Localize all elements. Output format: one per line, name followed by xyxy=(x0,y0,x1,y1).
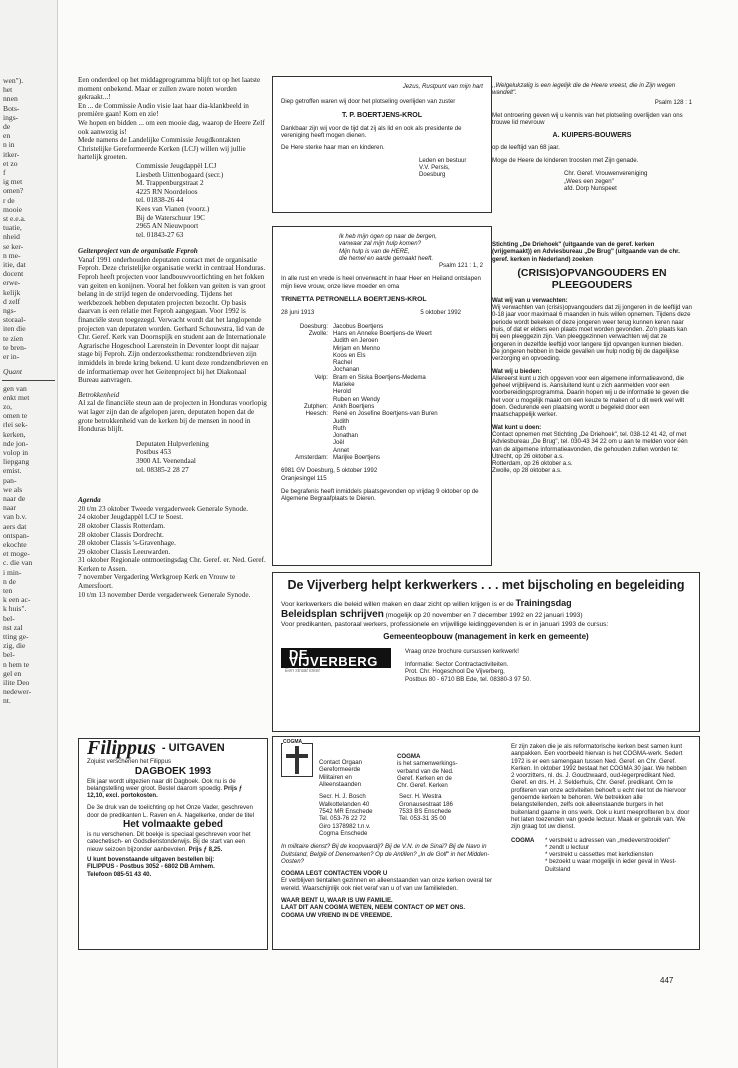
secr-line: 7533 BS Enschede xyxy=(399,808,452,816)
filippus-dagboek-title: DAGBOEK 1993 xyxy=(134,765,212,777)
family-place xyxy=(281,366,333,373)
vijverberg-title: De Vijverberg helpt kerkwerkers . . . met bijscholing en begeleiding xyxy=(287,578,685,592)
address-line: tel. 01838-26 44 xyxy=(136,196,184,205)
notice-wish: Moge de Heere de kinderen troosten met Zijn genade. xyxy=(492,157,639,165)
driehoek-title: (CRISIS)OPVANGOUDERS EN PLEEGOUDERS xyxy=(517,266,667,291)
list-item: * verstrekt u cassettes met kerkdiensten xyxy=(545,851,654,859)
gutter-text-line: nedewer- xyxy=(3,687,32,697)
family-place xyxy=(281,359,333,366)
vijverberg-line2: Voor predikanten, pastoraal werkers, professionele en vrijwillige leidinggevenden is er in januari 1993 de cursus: xyxy=(281,620,609,628)
gutter-text-line: van b.v. xyxy=(3,512,27,522)
gutter-text-line: docent xyxy=(3,269,24,279)
family-row xyxy=(281,345,483,352)
call-line: COGMA UW VRIEND IN DE VREEMDE. xyxy=(281,911,393,919)
vijverberg-cursus: Gemeenteopbouw (management in kerk en gemeente) xyxy=(383,631,589,641)
family-place xyxy=(281,352,333,359)
family-place: Velp: xyxy=(314,373,328,381)
gutter-text-line: omen te xyxy=(3,411,28,421)
filippus-druk: De 3e druk van de toelichting op het Onze Vader, geschreven door de predikanten L. Raven en A. Nagelkerke, onder de titel xyxy=(87,804,255,819)
list-item: * verstrekt u adressen van „medeverstrooiden" xyxy=(545,836,671,844)
date-line: Zwolle, op 28 oktober a.s. xyxy=(492,467,562,475)
secr-line: Walkottelanden 40 xyxy=(319,800,370,808)
address-line: Commissie Jeugdappèl LCJ xyxy=(136,161,217,170)
address-line: tel. 01843-27 63 xyxy=(136,230,184,239)
family-row xyxy=(281,396,483,403)
family-names: Joël xyxy=(333,439,345,447)
signature-line: Doesburg xyxy=(419,171,446,179)
agenda-item: 10 t/m 13 november Derde vergaderweek Generale Synode. xyxy=(78,590,251,599)
geiten-text: Vanaf 1991 onderhouden deputaten contact met de organisatie Feproh. Deze christelijke organisatie werkt in centraal Honduras. Feproh heeft projecten voor landbouwvoorlichting en het fokken van geiten en konijnen. Vooral het fokken van geiten is van groot belang in de strijd tegen de ondervoeding. Tijdens het werkbezoek hebben deputaten projecten bezocht. Op basis daarvan is een relatie met Feproh aangegaan. Voor 1992 is financiële steun toegezegd. Verwacht wordt dat het langlopende projecten van deputaten worden. Gerhard Schouwstra, lid van de Chr. Geref. Kerk van Doornspijk en student aan de Internationale Agrarische Hogeschool Larenstein in Deventer loopt dit najaar stage bij Feproh. Zijn onderzoeksthema: rondzendbrieven zijn inmiddels in brede kring bekend. U kunt deze rondzendbrieven en de informatiemap over het Geitenproject bij het Diakonaal Bureau aanvragen. xyxy=(78,255,269,385)
cogma-right-line: Geref. Kerken en de xyxy=(397,774,452,782)
notice-kuipers-bouwers xyxy=(484,76,700,226)
gutter-text-line: c. die van xyxy=(3,558,33,568)
address-line: 4225 RN Noordeloos xyxy=(136,187,198,196)
list-item: * zendt u lectuur xyxy=(545,843,590,851)
gutter-text-line: i min- xyxy=(3,567,22,577)
gutter-text-line: het xyxy=(3,85,13,95)
notice-quote: ,,Welgelukzalig is een iegelijk die de Heere vreest, die in Zijn wegen wandelt". xyxy=(492,82,676,97)
quote-line: die hemel en aarde gemaakt heeft. xyxy=(339,254,434,262)
secr-line: Tel. 053-76 22 72 xyxy=(319,815,367,823)
family-names: Hans en Anneke Boertjens-de Weert xyxy=(333,329,432,337)
intro-paragraph: We hopen en bidden ... om een mooie dag, waarop de Heere Zelf ook aanwezig is! xyxy=(78,118,265,136)
gutter-text-line: en xyxy=(3,131,11,141)
agenda-item: 31 oktober Regionale ontmoetingsdag Chr. Geref. er. Ned. Geref. Kerken te Assen. xyxy=(78,556,266,573)
secr-line: Cogma Enschede xyxy=(319,829,368,837)
betrokken-heading: Betrokkenheid xyxy=(78,390,120,399)
ad-filippus xyxy=(78,738,268,950)
address-line: Oranjesingel 115 xyxy=(281,474,327,482)
notice-psalm: Psalm 128 : 1 xyxy=(654,98,692,106)
secr-line: Secr. H. Westra xyxy=(399,793,442,801)
cogma-right-text: Er zijn zaken die je als reformatorische kerken best samen kunt aanpakken. Een voorbeeld hiervan is het COGMA-werk. Sedert 1972 is er een samengaan tussen Ned. Geref. en Chr. Geref. Kerken. In oktober 1992 bestaat het COGMA 30 jaar. We hebben 2 voorzitters, nl. ds. J. Goudzwaard, oud-legerpredikant Ned. Geref. en drs. H. J. Selderhuis, Chr. Geref. predikant. Om te profiteren van onze activiteiten behoeft u echt niet tot de hiervoor genoemde kerken te behoren. We betrekken alle belangstellenden, zelfs ook alleenstaande burgers in het buitenland gaarne in ons werk. Ook u kunt meeprofiteren b.v. door het laten toezenden van goede lectuur. Maak er gebruik van. We zijn graag tot uw dienst. xyxy=(511,743,690,831)
gutter-text-line: iten die xyxy=(3,324,26,334)
family-names: Mirjam en Menno xyxy=(333,344,381,352)
driehoek-h2: Wat wij u bieden: xyxy=(492,367,542,375)
gutter-text-line: bel- xyxy=(3,613,15,623)
address-line: Deputaten Hulpverlening xyxy=(136,439,209,448)
intro-paragraph: En ... de Commissie Audio visie laat haar dia-klankbeeld in première gaan! Kom en zie! xyxy=(78,101,249,119)
driehoek-header: Stichting „De Driehoek" (uitgaande van de geref. kerken (vrijgemaakt)) en Adviesbureau „De Brug" (uitgaande van de chr. geref. kerken in Nederland) zoeken xyxy=(492,241,680,263)
notice-text: Dankbaar zijn wij voor de tijd dat zij als lid en ook als presidente de vereniging heeft mogen dienen. xyxy=(281,124,462,140)
family-place xyxy=(281,447,333,454)
secr-line: Gronausestraat 186 xyxy=(399,800,453,808)
driehoek-p1: Wij verwachten van (crisis)opvangouders dat zij jongeren in de leeftijd van 0-18 jaar voor maximaal 6 maanden in huis willen opnemen. Tijdens deze periode wordt bekeken of deze jongeren weer terug kunnen keren naar huis, of dat er elders een plaats moet worden gevonden. Zo'n plaats kan bij een pleeggezin zijn. Van pleeggezinnen verwachten wij dat ze jongeren in dezelfde leeftijd voor langere tijd opvangen kunnen bieden. De jongeren hebben in beide gevallen uw hulp nodig bij de dagelijkse verzorging en opvoeding. xyxy=(492,304,692,363)
cogma-right-line: is het samenwerkings- xyxy=(397,760,458,768)
cogma-list-label: COGMA xyxy=(511,836,535,844)
family-row xyxy=(281,359,483,366)
address-line: 6981 GV Doesburg, 5 oktober 1992 xyxy=(281,467,378,475)
gutter-text-line: ig met xyxy=(3,177,23,187)
signature-line: afd. Dorp Nunspeet xyxy=(564,184,617,192)
gutter-text-line: nnen xyxy=(3,94,18,104)
notice-age: op de leeftijd van 68 jaar. xyxy=(492,143,560,151)
filippus-gebed-price: Prijs ƒ 8,25. xyxy=(188,845,223,853)
gutter-text-line: te zien xyxy=(3,333,24,343)
gutter-text-line: itker- xyxy=(3,149,20,159)
cogma-right-title: COGMA xyxy=(397,753,421,760)
info-line: Postbus 80 - 6710 BB Ede, tel. 08380-3 97 50. xyxy=(405,675,532,683)
gutter-text-line: te bren- xyxy=(3,342,27,352)
family-row xyxy=(281,418,483,425)
family-names: Ankh Boertjens xyxy=(333,402,375,410)
gutter-text-line: mooie xyxy=(3,204,22,214)
driehoek-h1: Wat wij van u verwachten: xyxy=(492,296,568,304)
cogma-emblem-icon xyxy=(281,743,313,777)
gutter-text-line: itie, dat xyxy=(3,260,26,270)
address-line: Bij de Waterschuur 19C xyxy=(136,213,205,222)
family-row xyxy=(281,366,483,373)
filippus-gebed-text: is nu verschenen. Dit boekje is speciaal geschreven voor het catechetisch- en Godsdienstonderwijs. Bij de start van een nieuw seizoen bijzonder aanbevolen. xyxy=(87,831,251,853)
family-row xyxy=(281,432,483,439)
gutter-text-line: Bots- xyxy=(3,103,20,113)
gutter-text-line: ilite Deo xyxy=(3,678,30,687)
gutter-text-line: st e.e.a. xyxy=(3,214,26,224)
gutter-text-line: se ker- xyxy=(3,241,24,251)
gutter-text-line: n hem te xyxy=(3,659,30,669)
gutter-text-line: naar de xyxy=(3,493,26,503)
cogma-left-line: Gereformeerde xyxy=(319,766,361,774)
family-names: Bram en Siska Boertjens-Medema xyxy=(333,373,426,381)
cogma-left-line: Contact Orgaan xyxy=(319,759,363,766)
gutter-text-line: er in- xyxy=(3,352,20,362)
filippus-gebed-title: Het volmaakte gebed xyxy=(122,819,224,831)
family-row xyxy=(281,388,483,395)
gutter-text-line: nt. xyxy=(3,696,11,706)
family-place xyxy=(281,432,333,439)
signature-line: „Wees een zegen" xyxy=(564,177,614,185)
gutter-text-line: k huis". xyxy=(3,604,27,614)
family-place xyxy=(281,388,333,395)
family-place: Zwolle: xyxy=(308,329,328,337)
order-line: FILIPPUS - Postbus 3052 - 6802 DB Arnhem. xyxy=(87,863,215,871)
family-place xyxy=(281,345,333,352)
family-row xyxy=(281,330,483,337)
signature-line: V.V. Persis, xyxy=(419,164,450,172)
gutter-text-line: gel en xyxy=(3,668,22,678)
family-names: René en Josefine Boertjens-van Buren xyxy=(333,410,438,418)
cogma-left-line: Militairen en xyxy=(319,773,352,781)
vijverberg-trainingsdag: Trainingsdag xyxy=(515,597,572,608)
vijverberg-logo: DE VIJVERBERG xyxy=(281,648,391,669)
family-row xyxy=(281,447,483,454)
gutter-text-line: k een ac- xyxy=(3,595,31,605)
notice-burial: De begrafenis heeft inmiddels plaatsgevonden op vrijdag 9 oktober op de Algemene Begraafplaats te Dieren. xyxy=(281,487,479,503)
family-row xyxy=(281,381,483,388)
address-line: Postbus 453 xyxy=(136,448,171,457)
notice-born: 28 juni 1913 xyxy=(281,309,315,317)
family-place: Amsterdam: xyxy=(295,454,328,462)
gutter-text-line: nst zal xyxy=(3,622,23,632)
intro-paragraph: Mede namens de Landelijke Commissie Jeugdkontakten Christelijke Gereformeerde Kerken (LCJ) willen wij jullie hartelijk groeten. xyxy=(78,136,246,162)
family-names: Jacobus Boertjens xyxy=(333,322,384,330)
ad-vijverberg xyxy=(272,572,700,732)
gutter-text-line: ings- xyxy=(3,112,19,122)
family-names: Rachel xyxy=(333,359,352,367)
family-names: Judith xyxy=(333,417,350,425)
agenda-item: 28 oktober Classis Rotterdam. xyxy=(78,521,166,530)
cogma-question: In militaire dienst? Bij de koopvaardij? Bij de V.N. in de Sinaï? Bij de Navo in Duitsland, België of Denemarken? Op de Antillen? „In de Golf" in het Midden-Oosten? xyxy=(281,843,490,865)
gutter-text-line: liepgang xyxy=(3,457,30,467)
notice-intro: In alle rust en vrede is heel onverwacht in haar Heer en Heiland ontslapen mijn lieve vrouw, onze lieve moeder en oma xyxy=(281,275,481,290)
family-place: Zutphen: xyxy=(303,402,328,410)
address-line: tel. 08385-2 28 27 xyxy=(136,465,189,474)
gutter-text-line: n de xyxy=(3,576,16,586)
gutter-text-line: bel- xyxy=(3,650,15,660)
column-articles xyxy=(78,76,268,599)
family-names: Marijke Boertjens xyxy=(333,454,381,462)
cogma-legt-text: Er verblijven tientallen gezinnen en alleenstaanden van onze kerken overal ter wereld. Waarschijnlijk ook niet veraf van u of van uw familieleden. xyxy=(281,877,493,892)
adjacent-page-gutter xyxy=(0,0,58,1068)
family-row xyxy=(281,403,483,410)
gutter-text-line: d zelf xyxy=(3,296,21,306)
gutter-text-line: tuatie, xyxy=(3,223,22,233)
list-item: * bezoekt u waar mogelijk in ieder geval in West-Duitsland xyxy=(545,858,677,873)
family-row xyxy=(281,323,483,330)
family-row xyxy=(281,410,483,417)
gutter-text-line: wen"). xyxy=(3,76,24,85)
intro-paragraph: Een onderdeel op het middagprogramma blijft tot op het laatste moment onbekend. Maar er zullen zware noten worden gekraakt...! xyxy=(78,76,261,102)
cogma-legt: COGMA LEGT CONTACTEN VOOR U xyxy=(281,870,388,878)
filippus-zojuist: Zojuist verschenen het Filippus xyxy=(87,758,172,766)
family-row xyxy=(281,374,483,381)
gutter-text-line: ontspan- xyxy=(3,530,30,540)
quote-line: vanwaar zal mijn hulp komen? xyxy=(339,240,421,248)
family-place xyxy=(281,396,333,403)
cogma-logo: COGMA xyxy=(283,739,303,745)
gutter-text-line: erwe- xyxy=(3,278,21,288)
geiten-heading: Geitenproject van de organisatie Feproh xyxy=(78,247,198,256)
family-place xyxy=(281,418,333,425)
gutter-text-line: volop in xyxy=(3,447,29,457)
notice-intro: Diep getroffen waren wij door het plotseling overlijden van zuster xyxy=(281,98,456,106)
notice-psalm: Psalm 121 : 1, 2 xyxy=(438,262,483,270)
secr-line: Giro 1378982 t.n.v. xyxy=(319,822,371,830)
family-names: Annet xyxy=(333,446,349,454)
gutter-text-line: gen van xyxy=(3,383,27,393)
driehoek-h3: Wat kunt u doen: xyxy=(492,423,542,431)
notice-vv-persis xyxy=(272,76,492,213)
notice-died: 5 oktober 1992 xyxy=(420,309,461,317)
family-row xyxy=(281,425,483,432)
notice-name: A. KUIPERS-BOUWERS xyxy=(552,132,632,140)
date-line: Rotterdam, op 26 oktober a.s. xyxy=(492,460,573,468)
cogma-right-line: Chr. Geref. Kerken xyxy=(397,782,448,790)
secr-line: Tel. 053-31 35 00 xyxy=(399,815,447,823)
info-line: Informatie: Sector Contractactiviteiten. xyxy=(405,661,509,669)
gutter-text-line: kerken, xyxy=(3,429,26,439)
notice-text2: De Here sterke haar man en kinderen. xyxy=(281,144,385,152)
gutter-text-line: n in xyxy=(3,140,15,150)
gutter-text-line: pan- xyxy=(3,475,17,485)
driehoek-p3: Contact opnemen met Stichting „De Driehoek", tel. 038-12 41 42, of met Adviesbureau „De Brug", tel. 030-43 34 22 om u aan te melden voor één van de algemene informatieavonden, die gehouden zullen worden te: xyxy=(492,430,688,453)
gutter-text-line: et moge- xyxy=(3,549,30,559)
family-row xyxy=(281,454,483,461)
address-line: M. Trappenburgstraat 2 xyxy=(136,179,204,188)
gutter-text-line: ngs- xyxy=(3,306,17,316)
gutter-text-line: ekochte xyxy=(3,539,27,549)
vijverberg-line1: Voor kerkwerkers die beleid willen maken en daar zicht op willen krijgen is er de xyxy=(281,600,514,608)
notice-text: Met ontroering geven wij u kennis van het plotseling overlijden van ons trouwe lid mevrouw xyxy=(492,111,683,127)
filippus-dagboek-text: Elk jaar wordt uitgezien naar dit Dagboek. Ook nu is de belangstelling weer groot. Bestel daarom spoedig. xyxy=(87,777,236,792)
gutter-text-line: we als xyxy=(3,484,23,494)
quote-line: Ik heb mijn ogen op naar de bergen, xyxy=(339,233,437,240)
family-names: Jochanan xyxy=(333,366,360,374)
gutter-text-line: aers dat xyxy=(3,521,27,531)
filippus-uitgaven: - UITGAVEN xyxy=(161,742,225,754)
family-place xyxy=(281,425,333,432)
family-place xyxy=(281,337,333,344)
gutter-text-line: naar xyxy=(3,503,17,513)
secr-line: 7542 MR Enschede xyxy=(319,808,373,816)
family-names: Ruth xyxy=(333,424,346,432)
vijverberg-line1b: (mogelijk op 20 november en 7 december 1992 en 22 januari 1993) xyxy=(385,611,583,619)
gutter-text-line: n me- xyxy=(3,250,21,260)
signature-line: Chr. Geref. Vrouwenvereniging xyxy=(564,170,648,178)
secr-line: Secr. H. J. Bosch xyxy=(319,793,366,801)
gutter-text-line: rlei sek- xyxy=(3,420,28,430)
family-place xyxy=(281,439,333,446)
family-names: Jonathan xyxy=(333,432,359,440)
info-line: Prot. Chr. Hogeschool De Vijverberg, xyxy=(405,668,505,676)
gutter-text-line: f xyxy=(3,168,6,178)
family-names: Herold xyxy=(333,388,351,396)
family-row xyxy=(281,352,483,359)
notice-name: T. P. BOERTJENS-KROL xyxy=(342,111,422,119)
driehoek-p2: Allereerst kunt u zich opgeven voor een algemene informatieavond, die geheel vrijblijvend is. Aansluitend kunt u zich aanmelden voor een voorbereidingsprogramma. Daarin hopen wij u de informatie te geven die het voor u mogelijk maakt om een keuze te maken of u dit werk wel wilt doen. Gedurende een plaatsing wordt u begeleid door een maatschappelijk werker. xyxy=(492,374,689,419)
agenda-item: 28 oktober Classis Dordrecht. xyxy=(78,530,164,539)
agenda-item: 7 november Vergadering Werkgroep Kerk en Vrouw te Amersfoort. xyxy=(78,573,236,591)
gutter-text-line: omen? xyxy=(3,186,24,196)
gutter-text-line: nheid xyxy=(3,232,20,242)
vijverberg-beleidsplan: Beleidsplan schrijven xyxy=(281,608,384,620)
gutter-text-line: kelijk xyxy=(3,287,21,297)
quote-line: Mijn hulp is van de HERE, xyxy=(339,247,410,255)
ad-cogma xyxy=(272,736,700,950)
address-line: 3900 AL Veenendaal xyxy=(136,456,196,465)
cogma-right-line: verband van de Ned. xyxy=(397,767,454,775)
filippus-logo: Filippus xyxy=(87,737,156,759)
notice-quote: Jezus, Rustpunt van mijn hart xyxy=(402,83,483,90)
gutter-divider xyxy=(2,380,55,381)
gutter-text-line: r de xyxy=(3,195,15,205)
address-line: Liesbeth Uittenbogaard (secr.) xyxy=(136,170,224,179)
family-row xyxy=(281,337,483,344)
vijverberg-logo-sub: Een straat loket xyxy=(285,668,320,675)
family-names: Marieke xyxy=(333,381,355,389)
family-names: Ruben en Wendy xyxy=(333,395,380,403)
gutter-text-line: storaal- xyxy=(3,315,26,325)
notice-name: TRINETTA PETRONELLA BOERTJENS-KROL xyxy=(281,296,427,304)
family-place: Doesburg: xyxy=(299,322,328,330)
gutter-text-line: enkt met xyxy=(3,392,30,402)
agenda-item: 29 oktober Classis Leeuwarden. xyxy=(78,547,171,556)
date-line: Utrecht, op 26 oktober a.s. xyxy=(492,452,564,460)
notice-trinetta xyxy=(272,226,492,566)
signature-line: Leden en bestuur xyxy=(419,156,467,164)
gutter-text-line: nde jon- xyxy=(3,438,29,448)
agenda-item: 28 oktober Classis 's-Gravenhage. xyxy=(78,539,176,548)
gutter-text-line: zig, die xyxy=(3,641,26,651)
family-row xyxy=(281,439,483,446)
gutter-text-line: tting ge- xyxy=(3,631,29,641)
ad-driehoek xyxy=(484,236,700,566)
agenda-heading: Agenda xyxy=(78,496,101,505)
filippus-dagboek-price: Prijs ƒ 12,10, excl. portokosten. xyxy=(87,784,243,800)
order-line: Telefoon 085-51 43 40. xyxy=(87,870,152,878)
vijverberg-brochure: Vraag onze brochure cursussen kerkwerk! xyxy=(405,647,519,655)
agenda-item: 24 oktober Jeugdappèl LCJ te Soest. xyxy=(78,513,184,522)
call-line: LAAT DIT AAN COGMA WETEN, NEEM CONTACT OP MET ONS. xyxy=(281,904,466,912)
agenda-item: 20 t/m 23 oktober Tweede vergaderweek Generale Synode. xyxy=(78,504,249,513)
family-place xyxy=(281,381,333,388)
gutter-text-line: de xyxy=(3,122,11,132)
address-line: Kees van Vianen (voorz.) xyxy=(136,204,210,213)
gutter-text-line: ten xyxy=(3,585,13,595)
call-line: WAAR BENT U, WAAR IS UW FAMILIE. xyxy=(281,897,393,905)
gutter-quant: Quant xyxy=(3,367,22,377)
gutter-text-line: emist. xyxy=(3,466,22,476)
gutter-text-line: et zo xyxy=(3,158,18,168)
family-names: Koos en Els xyxy=(333,351,366,359)
page-number: 447 xyxy=(660,976,674,985)
family-names: Judith en Jeroen xyxy=(333,337,379,345)
gutter-text-line: zo, xyxy=(3,401,13,411)
order-line: U kunt bovenstaande uitgaven bestellen bij: xyxy=(87,855,215,863)
cogma-left-line: Alleenstaanden xyxy=(319,780,362,788)
address-line: 2965 AN Nieuwpoort xyxy=(136,222,199,231)
betrokken-text: Al zal de financiële steun aan de projecten in Honduras voorlopig wat lager zijn dan de afgelopen jaren, deputaten hopen dat de grote betrokkenheid van de kerken bij de mensen in nood in Honduras blijft. xyxy=(78,399,267,434)
family-place: Heesch: xyxy=(305,410,328,418)
